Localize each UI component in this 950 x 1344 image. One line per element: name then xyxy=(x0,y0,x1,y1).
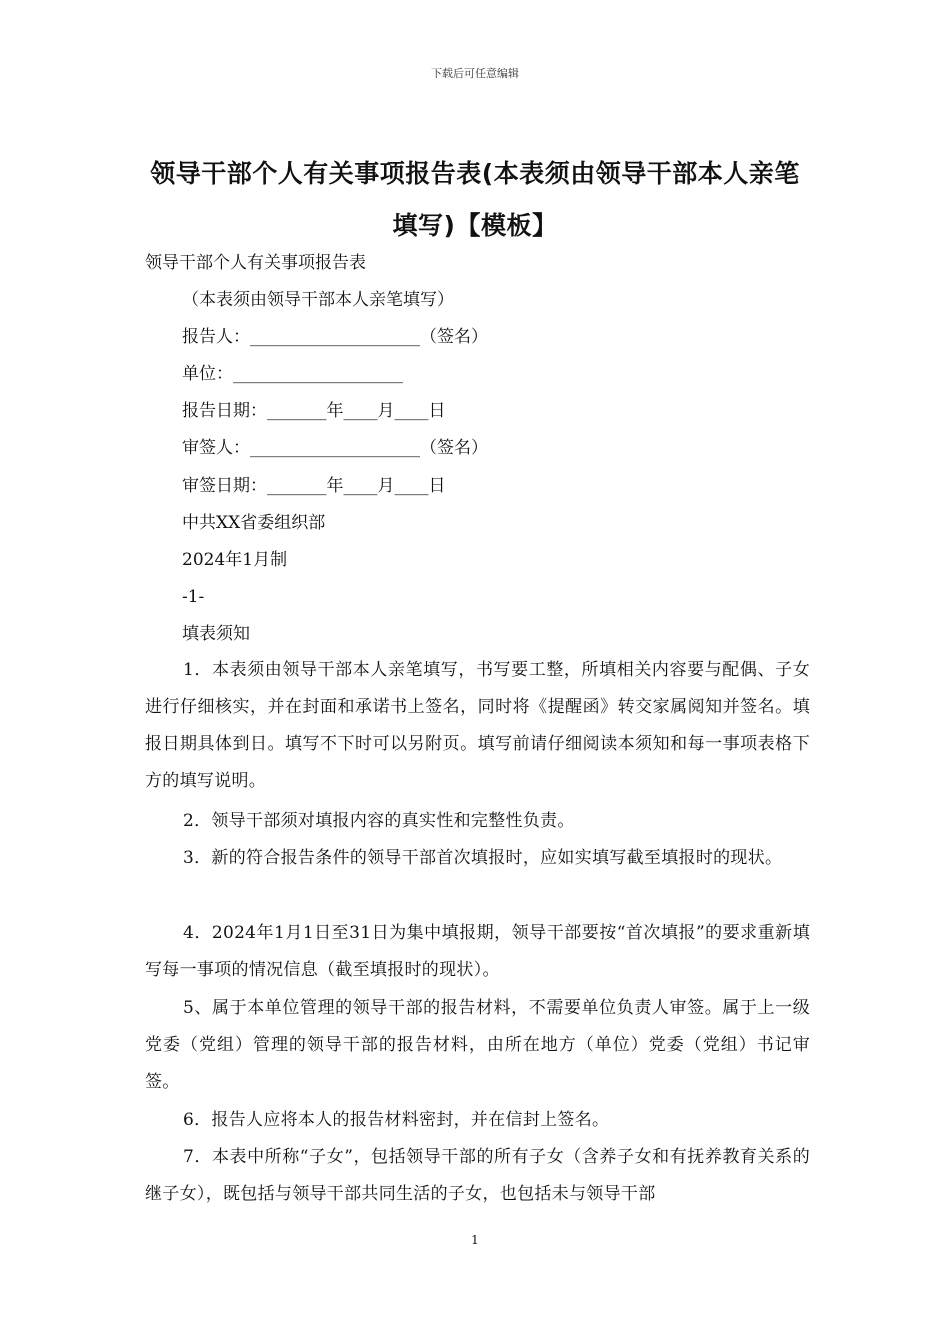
review-date-field: 审签日期：_______年____月____日 xyxy=(182,476,446,496)
page-mark: -1- xyxy=(182,587,205,607)
page-number: 1 xyxy=(471,1233,479,1247)
notice-item-5: 5、属于本单位管理的领导干部的报告材料，不需要单位负责人审签。属于上一级党委（党组）管理的领导干部的报告材料，由所在地方（单位）党委（党组）书记审签。 xyxy=(145,998,810,1092)
notice-item-1: 1．本表须由领导干部本人亲笔填写，书写要工整，所填相关内容要与配偶、子女进行仔细核实，并在封面和承诺书上签名，同时将《提醒函》转交家属阅知并签名。填报日期具体到日。填写不下时可以另附页。填写前请仔细阅读本须知和每一事项表格下方的填写说明。 xyxy=(145,660,810,791)
issue-date-text: 2024年1月制 xyxy=(182,550,288,570)
form-heading: 领导干部个人有关事项报告表 xyxy=(145,253,366,273)
notice-item-3: 3．新的符合报告条件的领导干部首次填报时，应如实填写截至填报时的现状。 xyxy=(183,848,783,868)
issuer-text: 中共XX省委组织部 xyxy=(182,513,326,533)
notice-heading: 填表须知 xyxy=(182,624,250,644)
notice-item-6: 6．报告人应将本人的报告材料密封，并在信封上签名。 xyxy=(183,1110,610,1130)
notice-item-2: 2．领导干部须对填报内容的真实性和完整性负责。 xyxy=(183,811,575,831)
reviewer-field: 审签人：____________________（签名） xyxy=(182,438,488,458)
document-title: 领导干部个人有关事项报告表(本表须由领导干部本人亲笔填写)【模板】 xyxy=(150,159,800,240)
unit-field: 单位：____________________ xyxy=(182,364,403,384)
notice-item-7: 7．本表中所称“子女”，包括领导干部的所有子女（含养子女和有抚养教育关系的继子女），既包括与领导干部共同生活的子女，也包括未与领导干部 xyxy=(145,1147,810,1204)
header-note: 下载后可任意编辑 xyxy=(431,67,519,80)
report-date-field: 报告日期：_______年____月____日 xyxy=(182,401,446,421)
notice-item-4: 4．2024年1月1日至31日为集中填报期，领导干部要按“首次填报”的要求重新填写每一事项的情况信息（截至填报时的现状）。 xyxy=(145,923,810,980)
reporter-field: 报告人：____________________（签名） xyxy=(182,327,488,347)
form-subheading: （本表须由领导干部本人亲笔填写） xyxy=(182,290,454,310)
